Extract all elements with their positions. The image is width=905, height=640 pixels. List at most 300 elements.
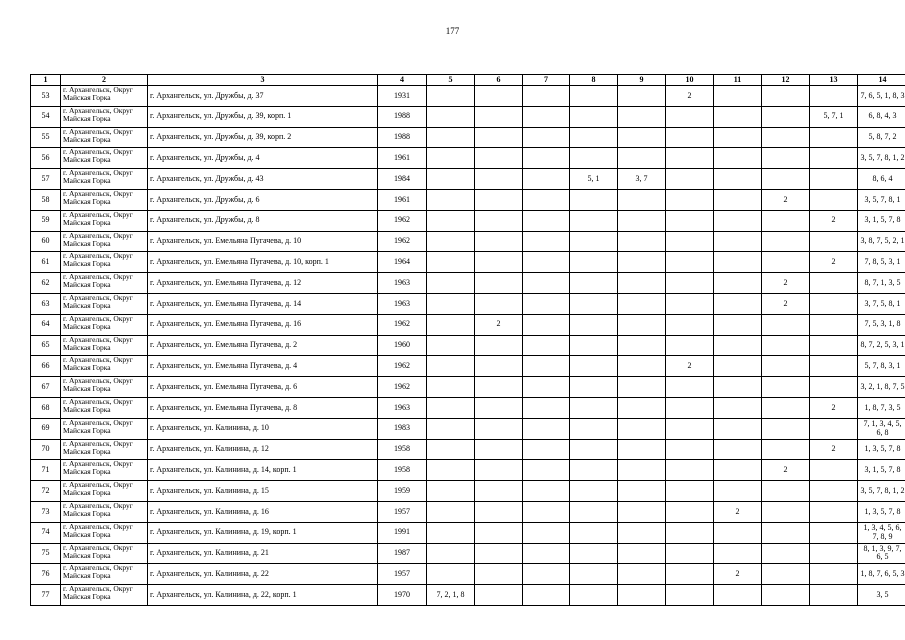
col5-cell: [427, 169, 475, 190]
col7-cell: [523, 252, 570, 273]
col7-cell: [523, 501, 570, 522]
col12-cell: 2: [762, 189, 810, 210]
table-row: [31, 106, 905, 127]
column-header-10: 10: [666, 75, 714, 86]
col8-cell: [570, 397, 618, 418]
col9-cell: [618, 585, 666, 606]
col9-cell: [618, 439, 666, 460]
address-cell: г. Архангельск, ул. Дружбы, д. 39, корп. 1: [148, 106, 378, 127]
col7-cell: [523, 522, 570, 543]
col7-cell: [523, 377, 570, 398]
col9-cell: [618, 106, 666, 127]
col7-cell: [523, 335, 570, 356]
col9-cell: [618, 127, 666, 148]
col11-cell: [714, 377, 762, 398]
year-cell: 1962: [378, 210, 427, 231]
col9-cell: [618, 397, 666, 418]
address-cell: г. Архангельск, ул. Емельяна Пугачева, д. 10: [148, 231, 378, 252]
col10-cell: [666, 127, 714, 148]
row-number: 75: [31, 543, 61, 564]
location-cell: г. Архангельск, Округ Майская Горка: [61, 210, 148, 231]
location-cell: г. Архангельск, Округ Майская Горка: [61, 293, 148, 314]
col12-cell: [762, 543, 810, 564]
col9-cell: [618, 460, 666, 481]
col6-cell: [475, 127, 523, 148]
year-cell: 1988: [378, 127, 427, 148]
col8-cell: [570, 148, 618, 169]
col13-cell: [810, 356, 858, 377]
address-cell: г. Архангельск, ул. Калинина, д. 16: [148, 501, 378, 522]
col9-cell: [618, 522, 666, 543]
col5-cell: 7, 2, 1, 8: [427, 585, 475, 606]
col5-cell: [427, 439, 475, 460]
address-cell: г. Архангельск, ул. Дружбы, д. 4: [148, 148, 378, 169]
column-header-9: 9: [618, 75, 666, 86]
col12-cell: [762, 231, 810, 252]
col14-cell: 3, 5, 7, 8, 1, 2: [858, 148, 905, 169]
address-cell: г. Архангельск, ул. Емельяна Пугачева, д. 16: [148, 314, 378, 335]
col10-cell: [666, 314, 714, 335]
col12-cell: [762, 106, 810, 127]
col5-cell: [427, 106, 475, 127]
col5-cell: [427, 501, 475, 522]
table-row: [31, 418, 905, 439]
col8-cell: [570, 210, 618, 231]
col11-cell: [714, 252, 762, 273]
col8-cell: [570, 501, 618, 522]
col5-cell: [427, 273, 475, 294]
address-cell: г. Архангельск, ул. Калинина, д. 12: [148, 439, 378, 460]
col13-cell: [810, 543, 858, 564]
col9-cell: [618, 481, 666, 502]
col12-cell: [762, 397, 810, 418]
col5-cell: [427, 522, 475, 543]
address-cell: г. Архангельск, ул. Емельяна Пугачева, д. 8: [148, 397, 378, 418]
col13-cell: [810, 273, 858, 294]
col11-cell: [714, 460, 762, 481]
col11-cell: 2: [714, 501, 762, 522]
col7-cell: [523, 585, 570, 606]
col7-cell: [523, 564, 570, 585]
year-cell: 1970: [378, 585, 427, 606]
row-number: 59: [31, 210, 61, 231]
address-cell: г. Архангельск, ул. Емельяна Пугачева, д. 14: [148, 293, 378, 314]
col9-cell: [618, 314, 666, 335]
location-cell: г. Архангельск, Округ Майская Горка: [61, 377, 148, 398]
table-row: [31, 543, 905, 564]
col8-cell: [570, 543, 618, 564]
col6-cell: [475, 231, 523, 252]
col14-cell: 3, 5, 7, 8, 1: [858, 189, 905, 210]
location-cell: г. Архангельск, Округ Майская Горка: [61, 231, 148, 252]
col9-cell: [618, 252, 666, 273]
location-cell: г. Архангельск, Округ Майская Горка: [61, 335, 148, 356]
col12-cell: [762, 86, 810, 107]
col14-cell: 8, 7, 2, 5, 3, 1: [858, 335, 905, 356]
table-row: [31, 273, 905, 294]
col13-cell: [810, 148, 858, 169]
col7-cell: [523, 439, 570, 460]
col11-cell: [714, 356, 762, 377]
col10-cell: [666, 439, 714, 460]
col6-cell: [475, 189, 523, 210]
table-row: [31, 501, 905, 522]
col6-cell: [475, 273, 523, 294]
location-cell: г. Архангельск, Округ Майская Горка: [61, 522, 148, 543]
col10-cell: [666, 210, 714, 231]
col12-cell: 2: [762, 293, 810, 314]
col6-cell: [475, 377, 523, 398]
col12-cell: [762, 481, 810, 502]
col5-cell: [427, 148, 475, 169]
col8-cell: [570, 335, 618, 356]
col12-cell: [762, 252, 810, 273]
col14-cell: 1, 3, 5, 7, 8: [858, 501, 905, 522]
col14-cell: 1, 8, 7, 3, 5: [858, 397, 905, 418]
location-cell: г. Архангельск, Округ Майская Горка: [61, 564, 148, 585]
col12-cell: [762, 377, 810, 398]
col7-cell: [523, 273, 570, 294]
year-cell: 1960: [378, 335, 427, 356]
location-cell: г. Архангельск, Округ Майская Горка: [61, 148, 148, 169]
col11-cell: [714, 86, 762, 107]
col5-cell: [427, 210, 475, 231]
row-number: 62: [31, 273, 61, 294]
col5-cell: [427, 377, 475, 398]
col13-cell: 5, 7, 1: [810, 106, 858, 127]
col8-cell: [570, 252, 618, 273]
col7-cell: [523, 460, 570, 481]
row-number: 54: [31, 106, 61, 127]
col10-cell: 2: [666, 356, 714, 377]
col8-cell: [570, 564, 618, 585]
col14-cell: 1, 8, 7, 6, 5, 3: [858, 564, 905, 585]
table-row: [31, 377, 905, 398]
table-row: [31, 231, 905, 252]
col11-cell: [714, 169, 762, 190]
location-cell: г. Архангельск, Округ Майская Горка: [61, 169, 148, 190]
year-cell: 1962: [378, 314, 427, 335]
address-cell: г. Архангельск, ул. Дружбы, д. 37: [148, 86, 378, 107]
col9-cell: [618, 335, 666, 356]
col10-cell: [666, 231, 714, 252]
column-header-14: 14: [858, 75, 905, 86]
col5-cell: [427, 397, 475, 418]
year-cell: 1987: [378, 543, 427, 564]
row-number: 61: [31, 252, 61, 273]
col10-cell: [666, 418, 714, 439]
col10-cell: [666, 397, 714, 418]
location-cell: г. Архангельск, Округ Майская Горка: [61, 481, 148, 502]
address-cell: г. Архангельск, ул. Емельяна Пугачева, д. 10, корп. 1: [148, 252, 378, 273]
table-row: [31, 86, 905, 107]
col10-cell: [666, 564, 714, 585]
col5-cell: [427, 460, 475, 481]
year-cell: 1963: [378, 273, 427, 294]
col6-cell: [475, 148, 523, 169]
col8-cell: [570, 293, 618, 314]
col13-cell: [810, 522, 858, 543]
col7-cell: [523, 543, 570, 564]
column-header-8: 8: [570, 75, 618, 86]
col14-cell: 7, 8, 5, 3, 1: [858, 252, 905, 273]
col14-cell: 7, 1, 3, 4, 5, 6, 8: [858, 418, 905, 439]
col10-cell: [666, 522, 714, 543]
col6-cell: [475, 501, 523, 522]
col6-cell: [475, 397, 523, 418]
col12-cell: [762, 127, 810, 148]
col8-cell: [570, 585, 618, 606]
col12-cell: [762, 564, 810, 585]
col12-cell: 2: [762, 273, 810, 294]
col8-cell: [570, 377, 618, 398]
col14-cell: 7, 6, 5, 1, 8, 3: [858, 86, 905, 107]
col11-cell: [714, 481, 762, 502]
row-number: 72: [31, 481, 61, 502]
col6-cell: [475, 252, 523, 273]
col11-cell: [714, 293, 762, 314]
col6-cell: [475, 335, 523, 356]
col14-cell: 3, 5, 7, 8, 1, 2: [858, 481, 905, 502]
year-cell: 1983: [378, 418, 427, 439]
col11-cell: [714, 522, 762, 543]
table-row: [31, 293, 905, 314]
col9-cell: [618, 273, 666, 294]
col12-cell: [762, 148, 810, 169]
col6-cell: [475, 356, 523, 377]
col11-cell: [714, 543, 762, 564]
col8-cell: [570, 106, 618, 127]
col14-cell: 3, 1, 5, 7, 8: [858, 460, 905, 481]
year-cell: 1931: [378, 86, 427, 107]
col9-cell: [618, 231, 666, 252]
col6-cell: [475, 585, 523, 606]
col8-cell: [570, 418, 618, 439]
col5-cell: [427, 543, 475, 564]
col9-cell: [618, 564, 666, 585]
col11-cell: [714, 148, 762, 169]
column-header-12: 12: [762, 75, 810, 86]
col11-cell: [714, 439, 762, 460]
table-row: [31, 210, 905, 231]
row-number: 60: [31, 231, 61, 252]
year-cell: 1962: [378, 356, 427, 377]
address-cell: г. Архангельск, ул. Калинина, д. 21: [148, 543, 378, 564]
table-row: [31, 169, 905, 190]
col13-cell: [810, 564, 858, 585]
location-cell: г. Архангельск, Округ Майская Горка: [61, 273, 148, 294]
col5-cell: [427, 335, 475, 356]
row-number: 68: [31, 397, 61, 418]
col12-cell: [762, 585, 810, 606]
col5-cell: [427, 127, 475, 148]
col13-cell: 2: [810, 252, 858, 273]
col10-cell: 2: [666, 86, 714, 107]
table-row: [31, 522, 905, 543]
year-cell: 1962: [378, 231, 427, 252]
col6-cell: 2: [475, 314, 523, 335]
year-cell: 1958: [378, 439, 427, 460]
table-row: [31, 460, 905, 481]
table-row: [31, 481, 905, 502]
address-cell: г. Архангельск, ул. Емельяна Пугачева, д. 4: [148, 356, 378, 377]
col9-cell: [618, 356, 666, 377]
col14-cell: 8, 7, 1, 3, 5: [858, 273, 905, 294]
row-number: 70: [31, 439, 61, 460]
col8-cell: [570, 314, 618, 335]
col14-cell: 3, 5: [858, 585, 905, 606]
table-row: [31, 127, 905, 148]
col10-cell: [666, 501, 714, 522]
col8-cell: 5, 1: [570, 169, 618, 190]
location-cell: г. Архангельск, Округ Майская Горка: [61, 106, 148, 127]
table-row: [31, 148, 905, 169]
col9-cell: [618, 418, 666, 439]
year-cell: 1984: [378, 169, 427, 190]
housing-table: [30, 74, 905, 606]
col13-cell: [810, 335, 858, 356]
col9-cell: [618, 293, 666, 314]
col8-cell: [570, 189, 618, 210]
col12-cell: [762, 169, 810, 190]
col14-cell: 5, 7, 8, 3, 1: [858, 356, 905, 377]
col11-cell: [714, 418, 762, 439]
year-cell: 1958: [378, 460, 427, 481]
col9-cell: [618, 189, 666, 210]
col5-cell: [427, 356, 475, 377]
location-cell: г. Архангельск, Округ Майская Горка: [61, 585, 148, 606]
address-cell: г. Архангельск, ул. Калинина, д. 22: [148, 564, 378, 585]
row-number: 74: [31, 522, 61, 543]
col8-cell: [570, 439, 618, 460]
col10-cell: [666, 189, 714, 210]
address-cell: г. Архангельск, ул. Емельяна Пугачева, д. 12: [148, 273, 378, 294]
col10-cell: [666, 335, 714, 356]
col13-cell: 2: [810, 397, 858, 418]
location-cell: г. Архангельск, Округ Майская Горка: [61, 439, 148, 460]
col6-cell: [475, 460, 523, 481]
col8-cell: [570, 522, 618, 543]
col13-cell: [810, 377, 858, 398]
location-cell: г. Архангельск, Округ Майская Горка: [61, 252, 148, 273]
col14-cell: 7, 5, 3, 1, 8: [858, 314, 905, 335]
year-cell: 1988: [378, 106, 427, 127]
year-cell: 1961: [378, 189, 427, 210]
location-cell: г. Архангельск, Округ Майская Горка: [61, 418, 148, 439]
column-header-2: 2: [61, 75, 148, 86]
col7-cell: [523, 189, 570, 210]
col13-cell: 2: [810, 439, 858, 460]
col13-cell: [810, 169, 858, 190]
table-row: [31, 189, 905, 210]
year-cell: 1964: [378, 252, 427, 273]
col6-cell: [475, 293, 523, 314]
col7-cell: [523, 169, 570, 190]
col13-cell: [810, 314, 858, 335]
row-number: 53: [31, 86, 61, 107]
col6-cell: [475, 106, 523, 127]
year-cell: 1957: [378, 501, 427, 522]
col5-cell: [427, 86, 475, 107]
location-cell: г. Архангельск, Округ Майская Горка: [61, 356, 148, 377]
location-cell: г. Архангельск, Округ Майская Горка: [61, 314, 148, 335]
year-cell: 1963: [378, 397, 427, 418]
col6-cell: [475, 210, 523, 231]
row-number: 55: [31, 127, 61, 148]
col7-cell: [523, 231, 570, 252]
col5-cell: [427, 564, 475, 585]
col5-cell: [427, 231, 475, 252]
col11-cell: [714, 210, 762, 231]
col13-cell: [810, 418, 858, 439]
col10-cell: [666, 585, 714, 606]
year-cell: 1963: [378, 293, 427, 314]
col5-cell: [427, 252, 475, 273]
table-row: [31, 252, 905, 273]
location-cell: г. Архангельск, Округ Майская Горка: [61, 460, 148, 481]
col7-cell: [523, 293, 570, 314]
row-number: 71: [31, 460, 61, 481]
col11-cell: [714, 585, 762, 606]
col11-cell: [714, 335, 762, 356]
col13-cell: [810, 481, 858, 502]
address-cell: г. Архангельск, ул. Дружбы, д. 43: [148, 169, 378, 190]
col12-cell: [762, 501, 810, 522]
col7-cell: [523, 106, 570, 127]
col6-cell: [475, 564, 523, 585]
col11-cell: [714, 273, 762, 294]
col7-cell: [523, 397, 570, 418]
table-row: [31, 564, 905, 585]
col13-cell: [810, 501, 858, 522]
col6-cell: [475, 418, 523, 439]
column-header-5: 5: [427, 75, 475, 86]
col12-cell: [762, 210, 810, 231]
col7-cell: [523, 418, 570, 439]
col11-cell: [714, 189, 762, 210]
col6-cell: [475, 439, 523, 460]
col8-cell: [570, 481, 618, 502]
table-row: [31, 335, 905, 356]
col7-cell: [523, 86, 570, 107]
col9-cell: [618, 377, 666, 398]
col11-cell: [714, 397, 762, 418]
table-row: [31, 439, 905, 460]
table-row: [31, 356, 905, 377]
col6-cell: [475, 543, 523, 564]
col8-cell: [570, 231, 618, 252]
col14-cell: 3, 7, 5, 8, 1: [858, 293, 905, 314]
page-number: 177: [445, 26, 460, 36]
column-header-3: 3: [148, 75, 378, 86]
address-cell: г. Архангельск, ул. Дружбы, д. 39, корп. 2: [148, 127, 378, 148]
address-cell: г. Архангельск, ул. Калинина, д. 19, корп. 1: [148, 522, 378, 543]
col6-cell: [475, 481, 523, 502]
row-number: 69: [31, 418, 61, 439]
col14-cell: 1, 3, 5, 7, 8: [858, 439, 905, 460]
col8-cell: [570, 460, 618, 481]
col13-cell: [810, 460, 858, 481]
row-number: 64: [31, 314, 61, 335]
col9-cell: [618, 86, 666, 107]
col10-cell: [666, 293, 714, 314]
address-cell: г. Архангельск, ул. Калинина, д. 10: [148, 418, 378, 439]
address-cell: г. Архангельск, ул. Емельяна Пугачева, д. 6: [148, 377, 378, 398]
location-cell: г. Архангельск, Округ Майская Горка: [61, 397, 148, 418]
address-cell: г. Архангельск, ул. Емельяна Пугачева, д. 2: [148, 335, 378, 356]
col10-cell: [666, 148, 714, 169]
col12-cell: [762, 522, 810, 543]
